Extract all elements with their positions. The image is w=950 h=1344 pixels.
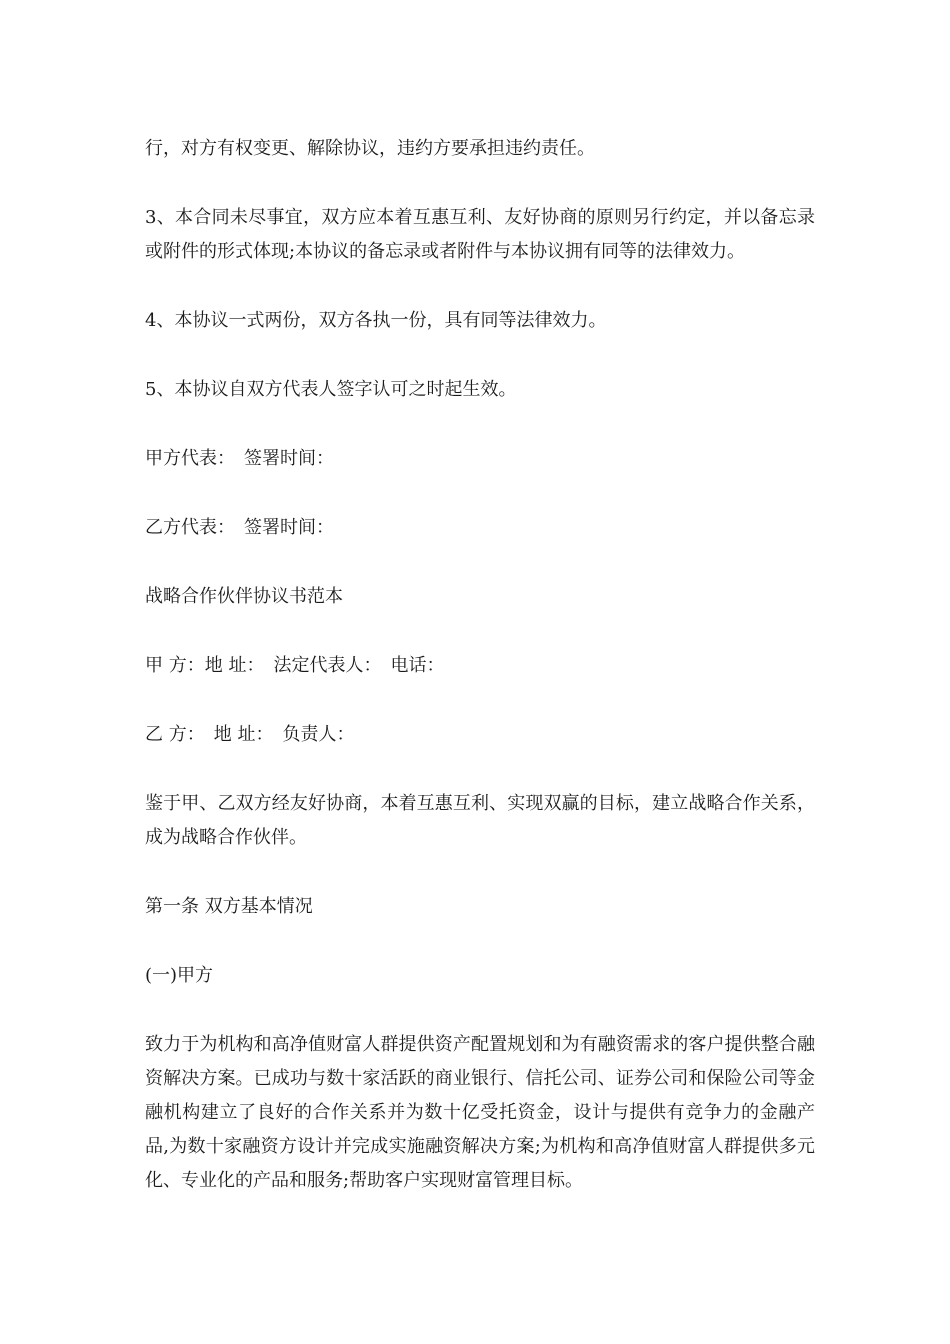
document-body [145, 132, 815, 1233]
paragraph-clause-4: 4、本协议一式两份，双方各执一份，具有同等法律效力。 [145, 310, 607, 331]
party-a-signature-line: 甲方代表： 签署时间： [145, 448, 334, 469]
party-a-info-line: 甲 方：地 址： 法定代表人： 电话： [145, 655, 445, 676]
paragraph-clause-3: 3、本合同未尽事宜，双方应本着互惠互利、友好协商的原则另行约定，并以备忘录或附件的形式体现;本协议的备忘录或者附件与本协议拥有同等的法律效力。 [145, 207, 815, 262]
party-b-signature-line: 乙方代表： 签署时间： [145, 517, 334, 538]
article-1-heading: 第一条 双方基本情况 [145, 896, 313, 917]
agreement-title: 战略合作伙伴协议书范本 [145, 586, 343, 607]
paragraph-breach-clause: 行，对方有权变更、解除协议，违约方要承担违约责任。 [145, 138, 595, 159]
paragraph-clause-5: 5、本协议自双方代表人签字认可之时起生效。 [145, 379, 517, 400]
paragraph-party-a-description: 致力于为机构和高净值财富人群提供资产配置规划和为有融资需求的客户提供整合融资解决方案。已成功与数十家活跃的商业银行、信托公司、证券公司和保险公司等金融机构建立了良好的合作关系并为数十亿受托资金，设计与提供有竞争力的金融产品,为数十家融资方设计并完成实施融资解决方案;为机构和高净值财富人群提供多元化、专业化的产品和服务;帮助客户实现财富管理目标。 [145, 1034, 815, 1191]
party-b-info-line: 乙 方： 地 址： 负责人： [145, 724, 355, 745]
paragraph-preamble: 鉴于甲、乙双方经友好协商，本着互惠互利、实现双赢的目标，建立战略合作关系，成为战略合作伙伴。 [145, 793, 815, 848]
section-party-a-heading: (一)甲方 [145, 965, 214, 986]
